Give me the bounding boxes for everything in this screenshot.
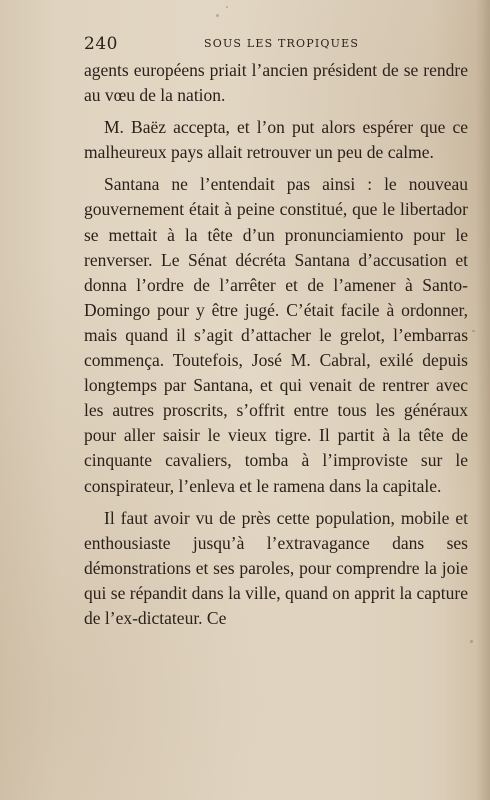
paper-speck [470,640,473,643]
running-head: SOUS LES TROPIQUES [204,37,360,50]
body-text [84,58,468,638]
paper-speck [226,6,228,8]
paragraph: Santana ne l’entendait pas ainsi : le nouveau gouvernement était à peine constitué, que le libertador se mettait à la tête d’un pronunciamiento pour le renverser. Le Sénat décréta Santana d’accusation et donna l’ordre de l’arrêter et de l’amener à Santo-Domingo pour y être jugé. C’était facile à ordonner, mais quand il s’agit d’attacher le grelot, l’embarras commença. Toutefois, José M. Cabral, exilé depuis longtemps par Santana, et qui venait de rentrer avec les autres proscrits, s’offrit entre tous les généraux pour aller saisir le vieux tigre. Il partit à la tête de cinquante cavaliers, tomba à l’improviste sur le conspirateur, l’enleva et le ramena dans la capitale. [84,174,468,496]
paragraph: agents européens priait l’ancien président de se rendre au vœu de la nation. [84,60,468,106]
page-number: 240 [84,34,118,54]
page-edge-shadow [476,0,490,800]
page-header [84,34,468,54]
paper-speck [216,14,219,17]
paper-speck [472,330,475,332]
paragraph: M. Baëz accepta, et l’on put alors espérer que ce malheureux pays allait retrouver un peu de calme. [84,117,468,163]
paragraph: Il faut avoir vu de près cette population, mobile et enthousiaste jusqu’à l’extravagance dans ses démonstrations et ses paroles, pour comprendre la joie qui se répandit dans la ville, quand on apprit la capture de l’ex-dictateur. Ce [84,507,468,628]
